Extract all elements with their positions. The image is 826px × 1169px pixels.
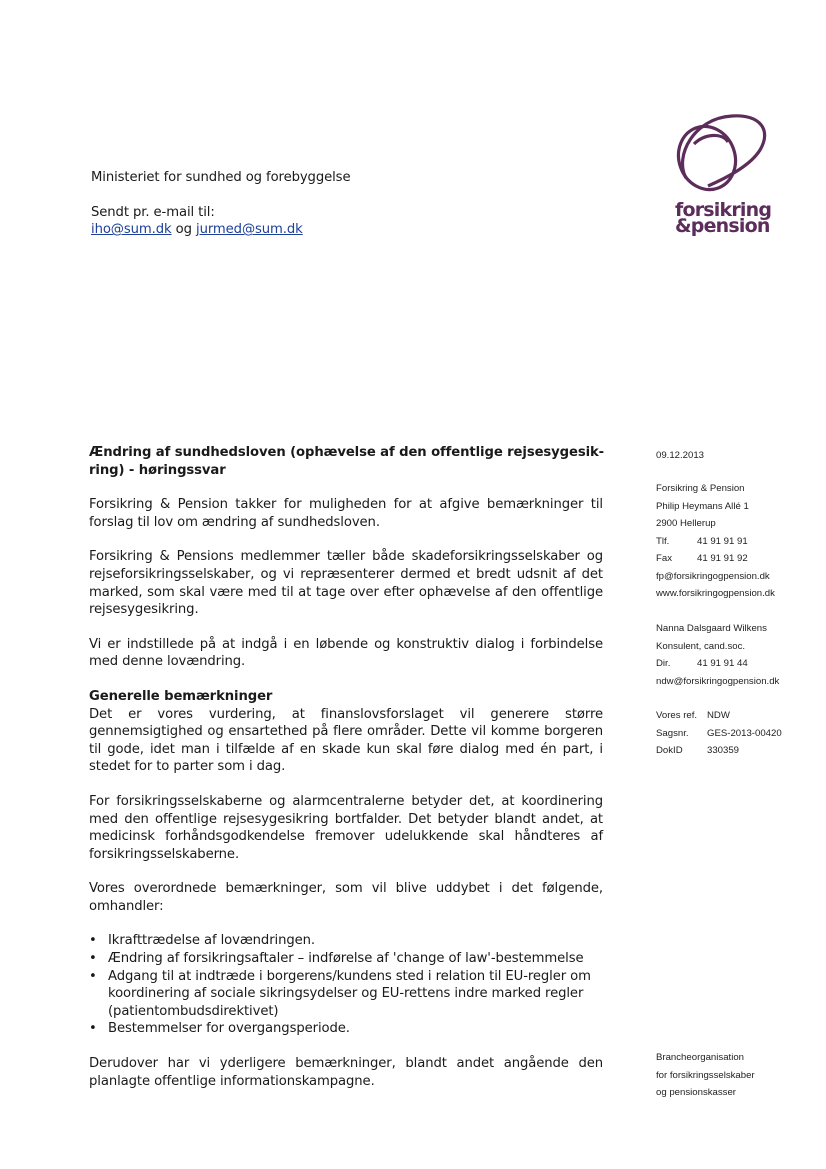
sent-via-label: Sendt pr. e-mail til:	[91, 204, 215, 220]
letter-title-line2: ring) - høringssvar	[89, 462, 226, 478]
recipient-name: Ministeriet for sundhed og forebyggelse	[91, 170, 351, 185]
logo-wordmark-line1: forsikring	[675, 199, 772, 221]
section-heading-general: Generelle bemærkninger	[89, 688, 273, 704]
email-joiner: og	[171, 222, 196, 238]
org-email: fp@forsikringogpension.dk	[656, 570, 770, 582]
list-item: • Ikrafttrædelse af lovændringen.	[89, 933, 315, 949]
email-link-iho[interactable]: iho@sum.dk	[91, 222, 172, 238]
paragraph-coordination: For forsikringsselskaberne og alarmcentralerne betyder det, at koordinering med den offentlige rejsesygesikring bortfalder. Det betyder blandt andet, at medicinsk forhåndsgodkendelse fremover udelukkende skal håndteres af forsikringsselskaberne.	[89, 793, 603, 862]
paragraph-intro: Forsikring & Pension takker for muligheden for at afgive bemærkninger til forslag til lov om ændring af sundhedsloven.	[89, 497, 603, 530]
paragraph-members: Forsikring & Pensions medlemmer tæller både skadeforsikringsselskaber og rejseforsikringsselskaber, og vi repræsenterer dermed et bredt udsnit af det marked, som skal være med til at tage over efter ophævelse af den offentlige rejsesygesikring.	[89, 549, 603, 618]
recipient-emails	[91, 221, 491, 239]
bullet-icon: •	[89, 933, 97, 949]
org-phone: Tlf. 41 91 91 91	[656, 535, 748, 547]
bullet-icon: •	[89, 1021, 97, 1037]
org-city: 2900 Hellerup	[656, 518, 716, 529]
org-name: Forsikring & Pension	[656, 483, 745, 494]
logo-wordmark-line2: &pension	[675, 215, 770, 237]
document-id: DokID 330359	[656, 745, 740, 756]
email-link-jurmed[interactable]: jurmed@sum.dk	[196, 222, 303, 238]
recipient-block	[91, 169, 491, 239]
paragraph-assessment: Det er vores vurdering, at finanslovsforslaget vil generere større gennemsigtighed og ensartethed på flere områder. Dette vil komme borgeren til gode, idet man i tilfælde af en skade kun skal føre dialog med én part, i stedet for to parter som i dag.	[89, 706, 603, 775]
sidebar-contact-info	[656, 620, 816, 690]
org-website: www.forsikringogpension.dk	[656, 588, 775, 599]
sidebar-reference-info	[656, 707, 816, 760]
bullet-icon: •	[89, 951, 97, 967]
contact-email: ndw@forsikringogpension.dk	[656, 675, 780, 687]
contact-name: Nanna Dalsgaard Wilkens	[656, 623, 767, 634]
case-number: Sagsnr. GES-2013-00420	[656, 727, 782, 739]
contact-direct-phone: Dir. 41 91 91 44	[656, 658, 748, 669]
logo-swirl-icon	[664, 108, 774, 200]
paragraph-additional: Derudover har vi yderligere bemærkninger, blandt andet angående den planlagte offentlige informationskampagne.	[89, 1056, 603, 1089]
paragraph-dialog: Vi er indstillede på at indgå i en løbende og konstruktiv dialog i forbindelse med denne lovændring.	[89, 636, 603, 670]
footer-line2: for forsikringsselskaber	[656, 1069, 755, 1081]
list-item: • Bestemmelser for overgangsperiode.	[89, 1021, 350, 1037]
letter-title-line1: Ændring af sundhedsloven (ophævelse af den offentlige rejsesygesik-	[89, 445, 605, 460]
list-item: • Ændring af forsikringsaftaler – indførelse af 'change of law'-bestemmelse	[89, 951, 584, 967]
contact-title: Konsulent, cand.soc.	[656, 640, 746, 652]
footer-line1: Brancheorganisation	[656, 1052, 745, 1063]
paragraph-overview: Vores overordnede bemærkninger, som vil blive uddybet i det følgende, omhandler:	[89, 881, 603, 914]
bullet-list	[89, 932, 603, 1038]
letter-body	[89, 444, 603, 1090]
footer-line3: og pensionskasser	[656, 1087, 736, 1098]
org-address: Philip Heymans Allé 1	[656, 500, 749, 512]
bullet-icon: •	[89, 968, 97, 984]
company-logo	[664, 108, 774, 238]
list-item: • Adgang til at indtræde i borgerens/kundens sted i relation til EU-regler om koordinering af sociale sikringsydelser og EU-rettens indre marked regler (patientombudsdirektivet)	[89, 968, 591, 1019]
sidebar-org-info	[656, 480, 816, 603]
our-reference: Vores ref. NDW	[656, 710, 730, 721]
sidebar-date: 09.12.2013	[656, 450, 705, 461]
sidebar-footer	[656, 1049, 816, 1102]
org-fax: Fax 41 91 91 92	[656, 553, 748, 564]
letter-title	[89, 444, 603, 479]
